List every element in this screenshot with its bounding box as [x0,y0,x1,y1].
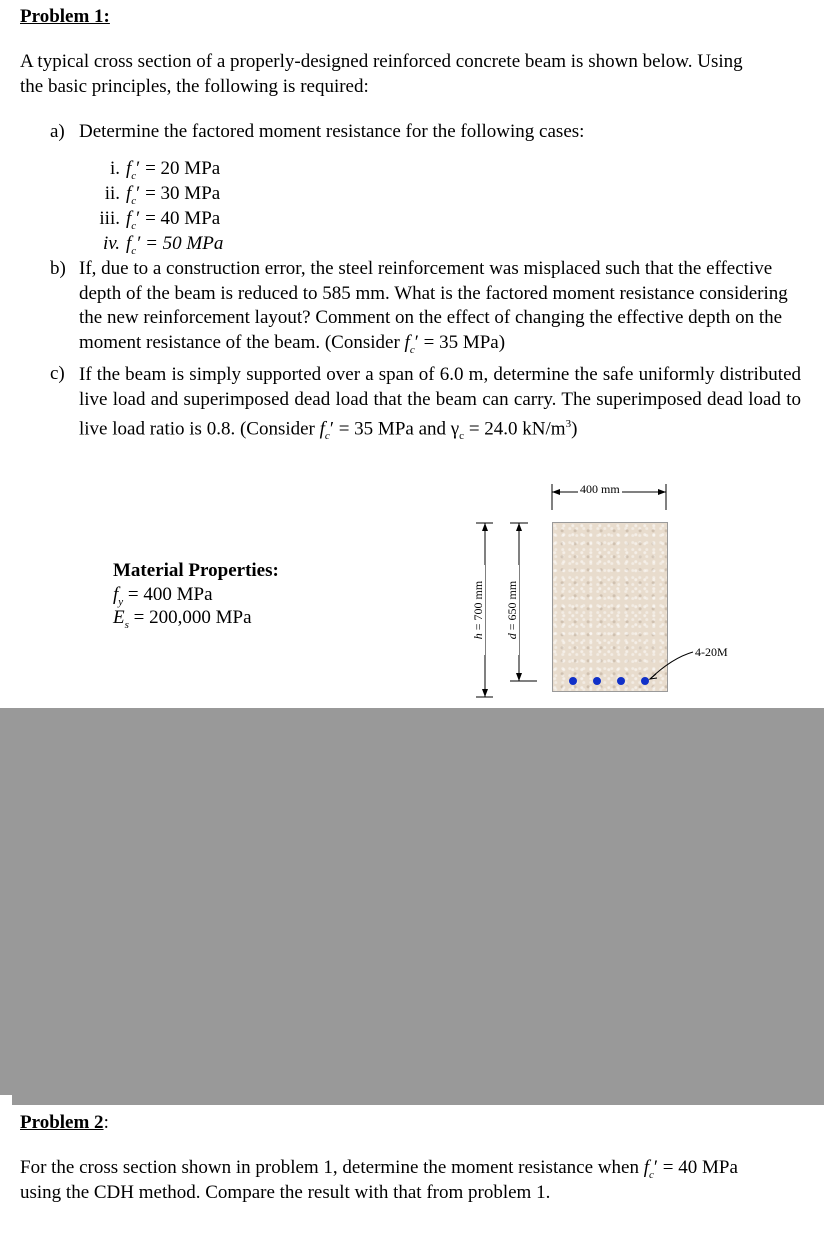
part-b-label: b) [50,258,66,279]
rebar [617,677,625,685]
problem2-text-line2: using the CDH method. Compare the result with that from problem 1. [20,1182,551,1203]
d-label: d = 650 mm [505,565,519,655]
problem1-intro-line2: the basic principles, the following is required: [20,76,369,97]
part-b-text: If, due to a construction error, the steel reinforcement was misplaced such that the effective depth of the beam is reduced to 585 mm. What is the factored moment resistance considering the new reinforcement layout? Comment on the effect of changing the effective depth on the moment resistance of the beam. (Consider $f_c' = 35$ MPa) [79,258,788,356]
case-formula: $f_c' = 20$ MPa [126,158,221,182]
h-label: h = 700 mm [471,565,485,655]
arrowhead [482,523,488,531]
material-properties-title: Material Properties: [113,560,279,581]
es-property: $E_s = 200,000$ MPa [113,607,252,631]
case-number: ii. [104,183,120,204]
part-a-text: Determine the factored moment resistance for the following cases: [79,121,585,142]
rebar [593,677,601,685]
arrowhead [658,489,666,495]
part-c-label: c) [50,363,65,384]
rebar-label: 4-20M [695,645,728,659]
rebar-leader-line [650,652,693,679]
part-a-label: a) [50,121,65,142]
fy-property: $f_y = 400$ MPa [113,584,213,608]
case-formula: $f_c' = 40$ MPa [126,208,221,232]
problem1-heading: Problem 1: [20,6,110,27]
redacted-region [0,708,824,1105]
case-number: iii. [99,208,120,229]
part-c-text: If the beam is simply supported over a span of 6.0 m, determine the safe uniformly distributed live load and superimposed dead load that the beam can carry. The superimposed dead load to live load ratio is 0.8. (Consider $f_c' = 35$ MPa and $\gamma_c = 24.0$ $kN/m^3$) [79,364,801,443]
problem2-heading: Problem 2: [20,1112,109,1133]
case-number: iv. [102,233,120,254]
rebar [641,677,649,685]
redaction-notch [0,1095,12,1105]
arrowhead [552,489,560,495]
arrowhead [650,674,657,679]
case-number: i. [109,158,120,179]
rebar [569,677,577,685]
problem2-text-line1: For the cross section shown in problem 1, determine the moment resistance when $f_c' = 40$ MPa [20,1157,738,1181]
arrowhead [482,689,488,697]
arrowhead [516,673,522,681]
arrowhead [516,523,522,531]
case-formula: $f_c' = 30$ MPa [126,183,221,207]
width-label: 400 mm [580,482,620,496]
case-formula: $f_c' = 50$ MPa [126,233,224,257]
problem1-intro-line1: A typical cross section of a properly-designed reinforced concrete beam is shown below. Using [20,51,743,72]
